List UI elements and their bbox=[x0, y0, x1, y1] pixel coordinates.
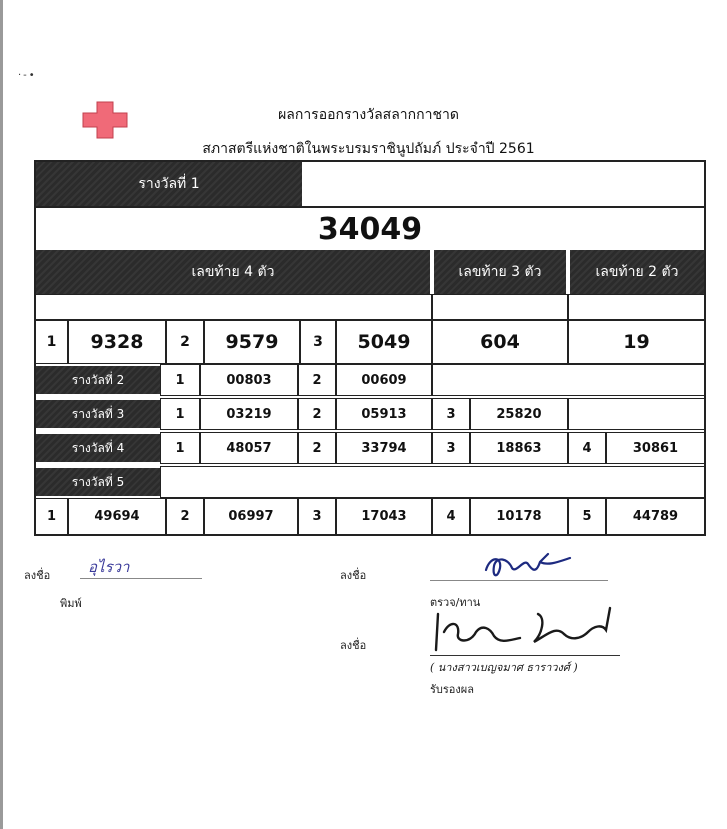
index-label: 1 bbox=[175, 406, 185, 422]
index-label: 3 bbox=[313, 334, 323, 350]
prize-index bbox=[298, 398, 336, 430]
number-value: 10178 bbox=[496, 509, 542, 524]
index-label: 4 bbox=[582, 440, 592, 456]
number-value: 18863 bbox=[496, 440, 542, 456]
number-value: 44789 bbox=[632, 509, 679, 524]
scan-speck: ·-• bbox=[18, 70, 37, 81]
number-value: 00803 bbox=[226, 372, 272, 388]
sign-label-certifier: ลงชื่อ bbox=[340, 639, 367, 652]
last4-value bbox=[336, 320, 432, 364]
prize-value bbox=[204, 498, 298, 534]
index-label: 5 bbox=[582, 509, 592, 524]
number-value: 48057 bbox=[226, 440, 272, 456]
prize-index bbox=[160, 364, 200, 396]
prize-value bbox=[336, 364, 432, 396]
prize-value bbox=[470, 432, 568, 464]
prize-index bbox=[36, 498, 68, 534]
number-value: 9579 bbox=[225, 331, 279, 353]
sign-label-typist: ลงชื่อ bbox=[24, 569, 51, 582]
index-label: 3 bbox=[446, 440, 456, 456]
certifier-role: รับรองผล bbox=[430, 683, 474, 696]
last4-index bbox=[166, 320, 204, 364]
empty-cell bbox=[568, 398, 704, 430]
last4-value bbox=[204, 320, 300, 364]
prize-index bbox=[160, 432, 200, 464]
spacer-cell bbox=[568, 294, 704, 320]
index-label: 1 bbox=[46, 509, 57, 524]
prize-value bbox=[336, 398, 432, 430]
prize2-label-cell bbox=[36, 366, 160, 394]
number-value: 19 bbox=[623, 331, 650, 353]
number-value: 604 bbox=[480, 331, 520, 353]
prize1-label: รางวัลที่ 1 bbox=[138, 176, 200, 192]
prize5-label-cell bbox=[36, 468, 160, 496]
number-value: 03219 bbox=[226, 406, 272, 422]
index-label: 1 bbox=[175, 440, 185, 456]
number-value: 5049 bbox=[357, 331, 411, 353]
typist-role: พิมพ์ bbox=[60, 597, 82, 610]
last3-header-label: เลขท้าย 3 ตัว bbox=[458, 264, 542, 280]
checker-role: ตรวจ/ทาน bbox=[430, 596, 481, 609]
prize-value bbox=[336, 498, 432, 534]
index-label: 2 bbox=[312, 372, 322, 388]
last4-index bbox=[300, 320, 336, 364]
index-label: 3 bbox=[312, 509, 322, 524]
index-label: 4 bbox=[446, 509, 456, 524]
last4-header bbox=[36, 250, 430, 294]
number-value: 06997 bbox=[228, 509, 274, 524]
prize-index bbox=[568, 432, 606, 464]
prize1-label-cell bbox=[36, 162, 302, 206]
prize3-label-cell bbox=[36, 400, 160, 428]
number-value: 33794 bbox=[361, 440, 407, 456]
prize-value bbox=[200, 398, 298, 430]
certifier-name: ( นางสาวเบญจมาศ ธาราวงศ์ ) bbox=[430, 661, 578, 674]
prize3-label: รางวัลที่ 3 bbox=[71, 406, 125, 421]
document-subtitle: สภาสตรีแห่งชาติในพระบรมราชินูปถัมภ์ ประจำปี 2561 bbox=[202, 141, 535, 157]
index-label: 2 bbox=[180, 509, 190, 524]
empty-cell bbox=[432, 364, 704, 396]
last2-header-label: เลขท้าย 2 ตัว bbox=[595, 264, 679, 280]
prize-value bbox=[470, 398, 568, 430]
prize-value bbox=[200, 364, 298, 396]
last4-header-label: เลขท้าย 4 ตัว bbox=[191, 264, 275, 280]
last2-header bbox=[570, 250, 704, 294]
typist-signature: อุไรวา bbox=[88, 558, 130, 576]
prize-index bbox=[298, 432, 336, 464]
last4-value bbox=[68, 320, 166, 364]
number-value: 30861 bbox=[632, 440, 679, 456]
sign-label-checker: ลงชื่อ bbox=[340, 569, 367, 582]
prize-value bbox=[68, 498, 166, 534]
prize4-label-cell bbox=[36, 434, 160, 462]
number-value: 9328 bbox=[90, 331, 144, 353]
prize-index bbox=[160, 398, 200, 430]
results-table bbox=[34, 160, 706, 536]
number-value: 49694 bbox=[94, 509, 140, 524]
prize-value bbox=[606, 432, 704, 464]
prize-index bbox=[432, 498, 470, 534]
certifier-signature-icon bbox=[430, 604, 620, 660]
document-title: ผลการออกรางวัลสลากกาชาด bbox=[278, 107, 459, 123]
spacer-cell bbox=[432, 294, 568, 320]
index-label: 1 bbox=[46, 334, 57, 350]
spacer-cell bbox=[36, 294, 432, 320]
prize-value bbox=[470, 498, 568, 534]
last2-value bbox=[568, 320, 704, 364]
prize-value bbox=[606, 498, 704, 534]
index-label: 2 bbox=[312, 440, 322, 456]
prize4-label: รางวัลที่ 4 bbox=[71, 440, 125, 455]
number-value: 25820 bbox=[496, 406, 542, 422]
prize-index bbox=[432, 398, 470, 430]
empty-cell bbox=[160, 466, 704, 498]
number-value: 05913 bbox=[361, 406, 407, 422]
last3-value bbox=[432, 320, 568, 364]
number-value: 17043 bbox=[361, 509, 407, 524]
number-value: 00609 bbox=[361, 372, 407, 388]
index-label: 2 bbox=[312, 406, 322, 422]
prize2-label: รางวัลที่ 2 bbox=[71, 372, 125, 387]
index-label: 2 bbox=[180, 334, 190, 350]
last4-index bbox=[36, 320, 68, 364]
prize-index bbox=[166, 498, 204, 534]
index-label: 1 bbox=[175, 372, 185, 388]
index-label: 3 bbox=[446, 406, 456, 422]
signature-line bbox=[430, 655, 620, 656]
prize5-label: รางวัลที่ 5 bbox=[71, 474, 125, 489]
prize-index bbox=[568, 498, 606, 534]
prize-index bbox=[432, 432, 470, 464]
prize1-number-cell bbox=[36, 208, 704, 250]
prize-index bbox=[298, 364, 336, 396]
prize-index bbox=[298, 498, 336, 534]
prize1-number: 34049 bbox=[317, 211, 423, 247]
prize-value bbox=[336, 432, 432, 464]
last3-header bbox=[434, 250, 566, 294]
prize-value bbox=[200, 432, 298, 464]
checker-signature-icon bbox=[478, 548, 588, 586]
